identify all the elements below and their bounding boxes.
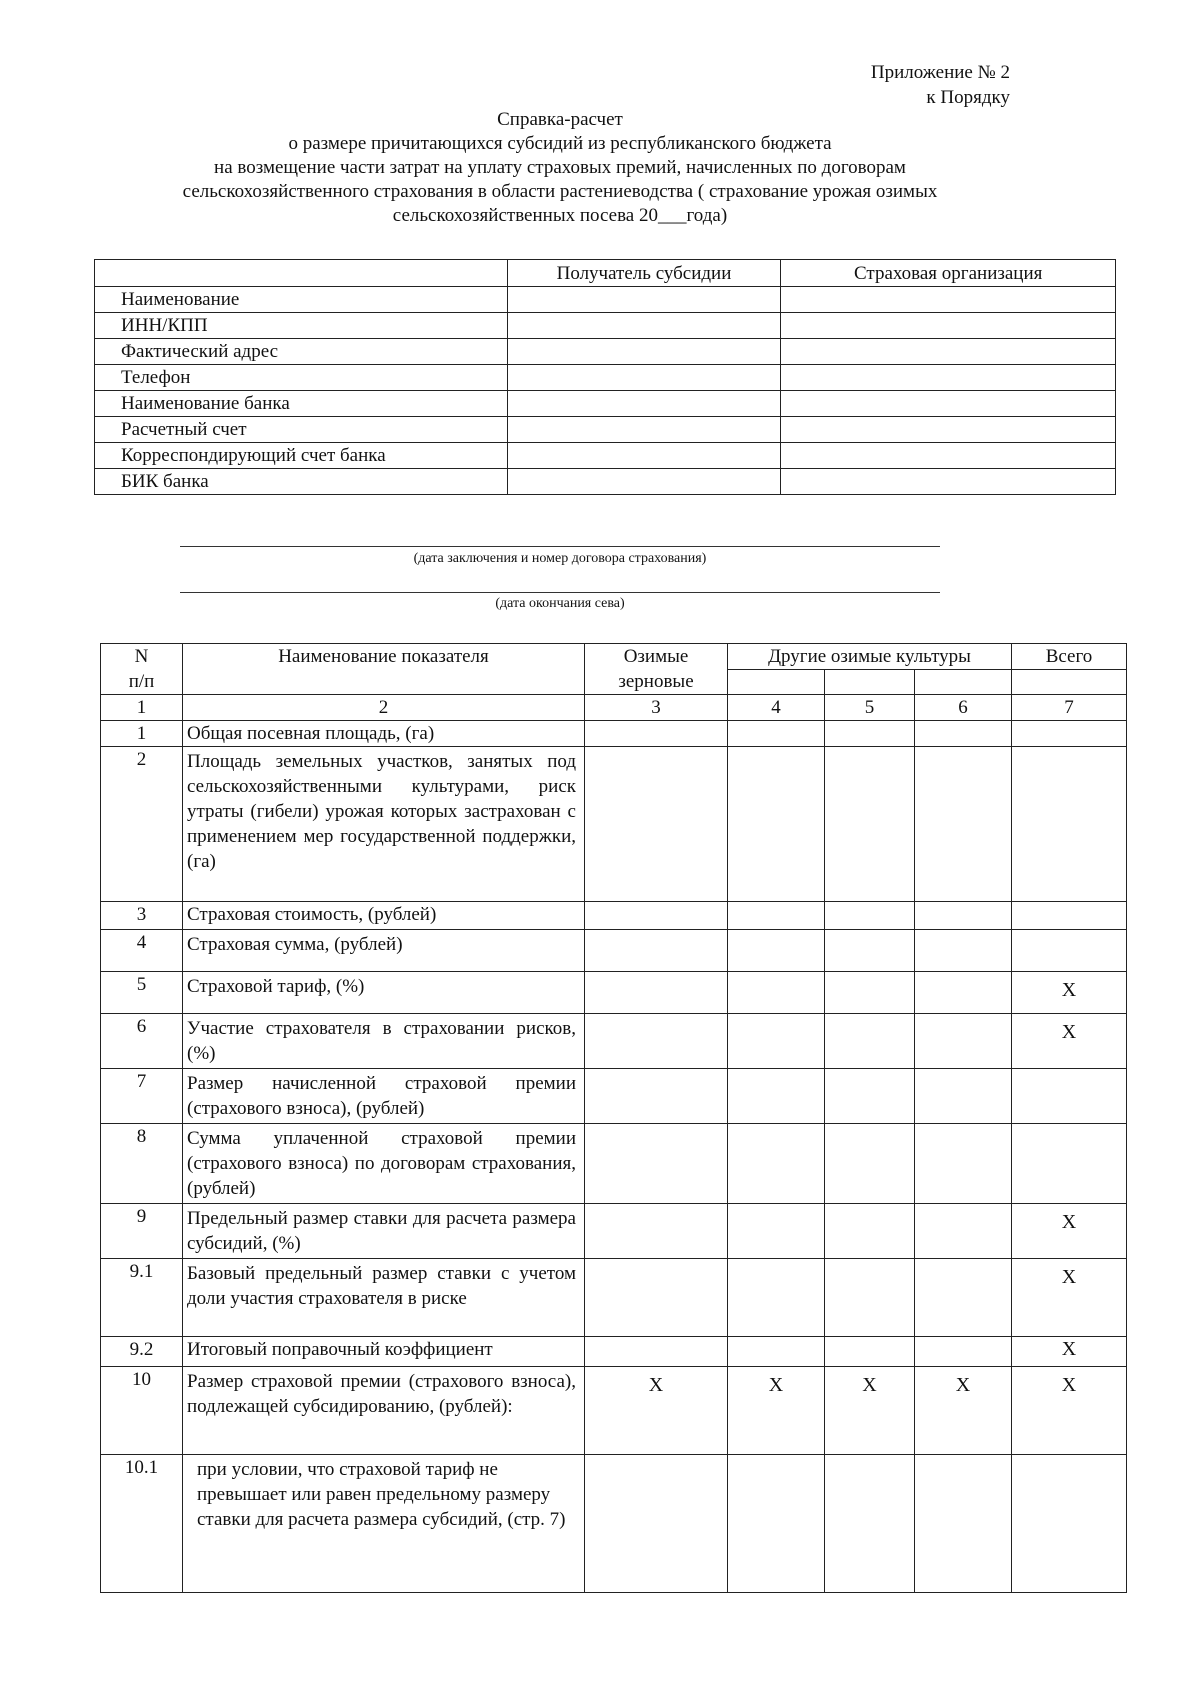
- indicator-name: Предельный размер ставки для расчета размера субсидий, (%): [183, 1204, 585, 1259]
- not-applicable-mark: Х: [1012, 1014, 1127, 1069]
- recipient-value: [507, 365, 781, 391]
- indicator-name: Размер страховой премии (страхового взноса), подлежащей субсидированию, (рублей):: [183, 1367, 585, 1455]
- value-cell: [825, 1455, 915, 1593]
- value-cell: [585, 902, 728, 930]
- requisite-label: БИК банка: [95, 469, 508, 495]
- title-line-2: о размере причитающихся субсидий из республиканского бюджета: [288, 133, 832, 154]
- indicator-name: Общая посевная площадь, (га): [183, 721, 585, 747]
- requisites-row: [95, 287, 1116, 313]
- value-cell: [825, 1204, 915, 1259]
- value-cell: [585, 930, 728, 972]
- title-line-3: на возмещение части затрат на уплату страховых премий, начисленных по договорам: [214, 157, 906, 178]
- column-number-6: 6: [915, 695, 1012, 721]
- value-cell: [1012, 1124, 1127, 1204]
- not-applicable-mark: Х: [1012, 1367, 1127, 1455]
- indicator-name: Базовый предельный размер ставки с учетом доли участия страхователя в риске: [183, 1259, 585, 1337]
- requisite-label: Наименование банка: [95, 391, 508, 417]
- value-cell: [915, 721, 1012, 747]
- table-row: [101, 1204, 1127, 1259]
- value-cell: [825, 1014, 915, 1069]
- insurer-value: [781, 417, 1116, 443]
- not-applicable-mark: Х: [1012, 1204, 1127, 1259]
- insurer-value: [781, 339, 1116, 365]
- not-applicable-mark: Х: [825, 1367, 915, 1455]
- table-row: [101, 1455, 1127, 1593]
- table-row: [101, 930, 1127, 972]
- requisite-label: ИНН/КПП: [95, 313, 508, 339]
- not-applicable-mark: Х: [585, 1367, 728, 1455]
- insurer-value: [781, 443, 1116, 469]
- value-cell: [585, 1124, 728, 1204]
- recipient-value: [507, 339, 781, 365]
- contract-date-caption: (дата заключения и номер договора страхования): [413, 551, 707, 566]
- insurer-value: [781, 313, 1116, 339]
- header-crop-4: [728, 670, 825, 695]
- value-cell: [915, 1204, 1012, 1259]
- value-cell: [585, 1337, 728, 1367]
- row-number: 4: [101, 930, 183, 972]
- indicator-name: Участие страхователя в страховании рисков, (%): [183, 1014, 585, 1069]
- value-cell: [728, 1204, 825, 1259]
- row-number: 8: [101, 1124, 183, 1204]
- indicator-name: Сумма уплаченной страховой премии (страхового взноса) по договорам страхования, (рублей): [183, 1124, 585, 1204]
- value-cell: [585, 1455, 728, 1593]
- value-cell: [585, 972, 728, 1014]
- value-cell: [915, 1069, 1012, 1124]
- recipient-value: [507, 469, 781, 495]
- value-cell: [915, 1259, 1012, 1337]
- value-cell: [915, 1337, 1012, 1367]
- value-cell: [1012, 1455, 1127, 1593]
- sowing-end-line: [180, 592, 940, 593]
- value-cell: [585, 1204, 728, 1259]
- header-total-sub: [1012, 670, 1127, 695]
- value-cell: [915, 972, 1012, 1014]
- value-cell: [915, 747, 1012, 902]
- value-cell: [585, 747, 728, 902]
- value-cell: [1012, 930, 1127, 972]
- requisites-table: [94, 259, 1116, 495]
- not-applicable-mark: Х: [728, 1367, 825, 1455]
- value-cell: [825, 1259, 915, 1337]
- value-cell: [825, 972, 915, 1014]
- value-cell: [825, 721, 915, 747]
- insurer-value: [781, 469, 1116, 495]
- value-cell: [585, 1014, 728, 1069]
- requisite-label: Телефон: [95, 365, 508, 391]
- insurer-value: [781, 287, 1116, 313]
- row-number: 6: [101, 1014, 183, 1069]
- recipient-value: [507, 417, 781, 443]
- value-cell: [585, 1069, 728, 1124]
- value-cell: [728, 1455, 825, 1593]
- table-row: [101, 1069, 1127, 1124]
- requisites-row: [95, 313, 1116, 339]
- value-cell: [728, 1259, 825, 1337]
- header-indicator-name: Наименование показателя: [183, 644, 585, 695]
- row-number: 10.1: [101, 1455, 183, 1593]
- value-cell: [1012, 747, 1127, 902]
- header-number: N п/п: [101, 644, 183, 695]
- value-cell: [728, 1069, 825, 1124]
- row-number: 2: [101, 747, 183, 902]
- recipient-value: [507, 313, 781, 339]
- column-number-1: 1: [101, 695, 183, 721]
- value-cell: [825, 902, 915, 930]
- header-winter-grain: Озимые зерновые: [585, 644, 728, 695]
- not-applicable-mark: Х: [1012, 1337, 1127, 1367]
- not-applicable-mark: Х: [1012, 972, 1127, 1014]
- requisites-row: [95, 469, 1116, 495]
- appendix-number: Приложение № 2: [870, 62, 1010, 83]
- requisites-corner: [95, 260, 508, 287]
- title-line-4: сельскохозяйственного страхования в области растениеводства ( страхование урожая озимых: [182, 181, 938, 202]
- appendix-reference: к Порядку: [926, 87, 1010, 108]
- value-cell: [1012, 902, 1127, 930]
- table-row: [101, 1367, 1127, 1455]
- indicator-name: Страховая стоимость, (рублей): [183, 902, 585, 930]
- value-cell: [915, 1014, 1012, 1069]
- title-line-5: сельскохозяйственных посева 20___года): [392, 205, 728, 226]
- header-crop-5: [825, 670, 915, 695]
- indicator-name: Страховой тариф, (%): [183, 972, 585, 1014]
- value-cell: [728, 747, 825, 902]
- table-row: [101, 972, 1127, 1014]
- requisite-label: Корреспондирующий счет банка: [95, 443, 508, 469]
- indicator-name: Страховая сумма, (рублей): [183, 930, 585, 972]
- header-insurer: Страховая организация: [781, 260, 1116, 287]
- value-cell: [825, 1124, 915, 1204]
- document-title: [90, 108, 1030, 228]
- not-applicable-mark: Х: [915, 1367, 1012, 1455]
- value-cell: [728, 930, 825, 972]
- contract-date-line: [180, 546, 940, 547]
- insurer-value: [781, 365, 1116, 391]
- column-number-3: 3: [585, 695, 728, 721]
- recipient-value: [507, 443, 781, 469]
- value-cell: [1012, 721, 1127, 747]
- table-row: [101, 1337, 1127, 1367]
- table-row: [101, 721, 1127, 747]
- value-cell: [728, 972, 825, 1014]
- recipient-value: [507, 391, 781, 417]
- table-row: [101, 747, 1127, 902]
- value-cell: [728, 902, 825, 930]
- row-number: 5: [101, 972, 183, 1014]
- value-cell: [825, 1069, 915, 1124]
- value-cell: [825, 930, 915, 972]
- value-cell: [728, 1014, 825, 1069]
- value-cell: [1012, 1069, 1127, 1124]
- value-cell: [585, 721, 728, 747]
- value-cell: [825, 747, 915, 902]
- requisites-row: [95, 443, 1116, 469]
- row-number: 7: [101, 1069, 183, 1124]
- title-line-1: Справка-расчет: [497, 109, 623, 130]
- table-row: [101, 1259, 1127, 1337]
- value-cell: [728, 721, 825, 747]
- row-number: 9.2: [101, 1337, 183, 1367]
- requisite-label: Фактический адрес: [95, 339, 508, 365]
- value-cell: [915, 1124, 1012, 1204]
- value-cell: [728, 1124, 825, 1204]
- value-cell: [915, 902, 1012, 930]
- row-number: 9: [101, 1204, 183, 1259]
- requisite-label: Расчетный счет: [95, 417, 508, 443]
- table-row: [101, 1014, 1127, 1069]
- row-number: 9.1: [101, 1259, 183, 1337]
- not-applicable-mark: Х: [1012, 1259, 1127, 1337]
- requisite-label: Наименование: [95, 287, 508, 313]
- table-row: [101, 1124, 1127, 1204]
- insurer-value: [781, 391, 1116, 417]
- header-recipient: Получатель субсидии: [507, 260, 781, 287]
- row-number: 10: [101, 1367, 183, 1455]
- indicator-name: при условии, что страховой тариф не превышает или равен предельному размеру ставки для расчета размера субсидий, (стр. 7): [183, 1455, 585, 1593]
- table-row: [101, 902, 1127, 930]
- indicator-name: Размер начисленной страховой премии (страхового взноса), (рублей): [183, 1069, 585, 1124]
- value-cell: [915, 1455, 1012, 1593]
- header-other-winter-crops: Другие озимые культуры: [728, 644, 1012, 670]
- sowing-end-caption: (дата окончания сева): [495, 596, 625, 611]
- row-number: 3: [101, 902, 183, 930]
- indicator-name: Итоговый поправочный коэффициент: [183, 1337, 585, 1367]
- column-number-4: 4: [728, 695, 825, 721]
- requisites-row: [95, 339, 1116, 365]
- value-cell: [825, 1337, 915, 1367]
- appendix-label: [710, 60, 1010, 110]
- column-number-5: 5: [825, 695, 915, 721]
- header-crop-6: [915, 670, 1012, 695]
- indicator-name: Площадь земельных участков, занятых под сельскохозяйственными культурами, риск утраты (гибели) урожая которых застрахован с применением мер государственной поддержки, (га): [183, 747, 585, 902]
- requisites-row: [95, 391, 1116, 417]
- recipient-value: [507, 287, 781, 313]
- requisites-row: [95, 365, 1116, 391]
- value-cell: [915, 930, 1012, 972]
- column-number-2: 2: [183, 695, 585, 721]
- value-cell: [728, 1337, 825, 1367]
- row-number: 1: [101, 721, 183, 747]
- requisites-row: [95, 417, 1116, 443]
- calculation-table: [100, 643, 1127, 1593]
- value-cell: [585, 1259, 728, 1337]
- column-number-7: 7: [1012, 695, 1127, 721]
- header-total: Всего: [1012, 644, 1127, 670]
